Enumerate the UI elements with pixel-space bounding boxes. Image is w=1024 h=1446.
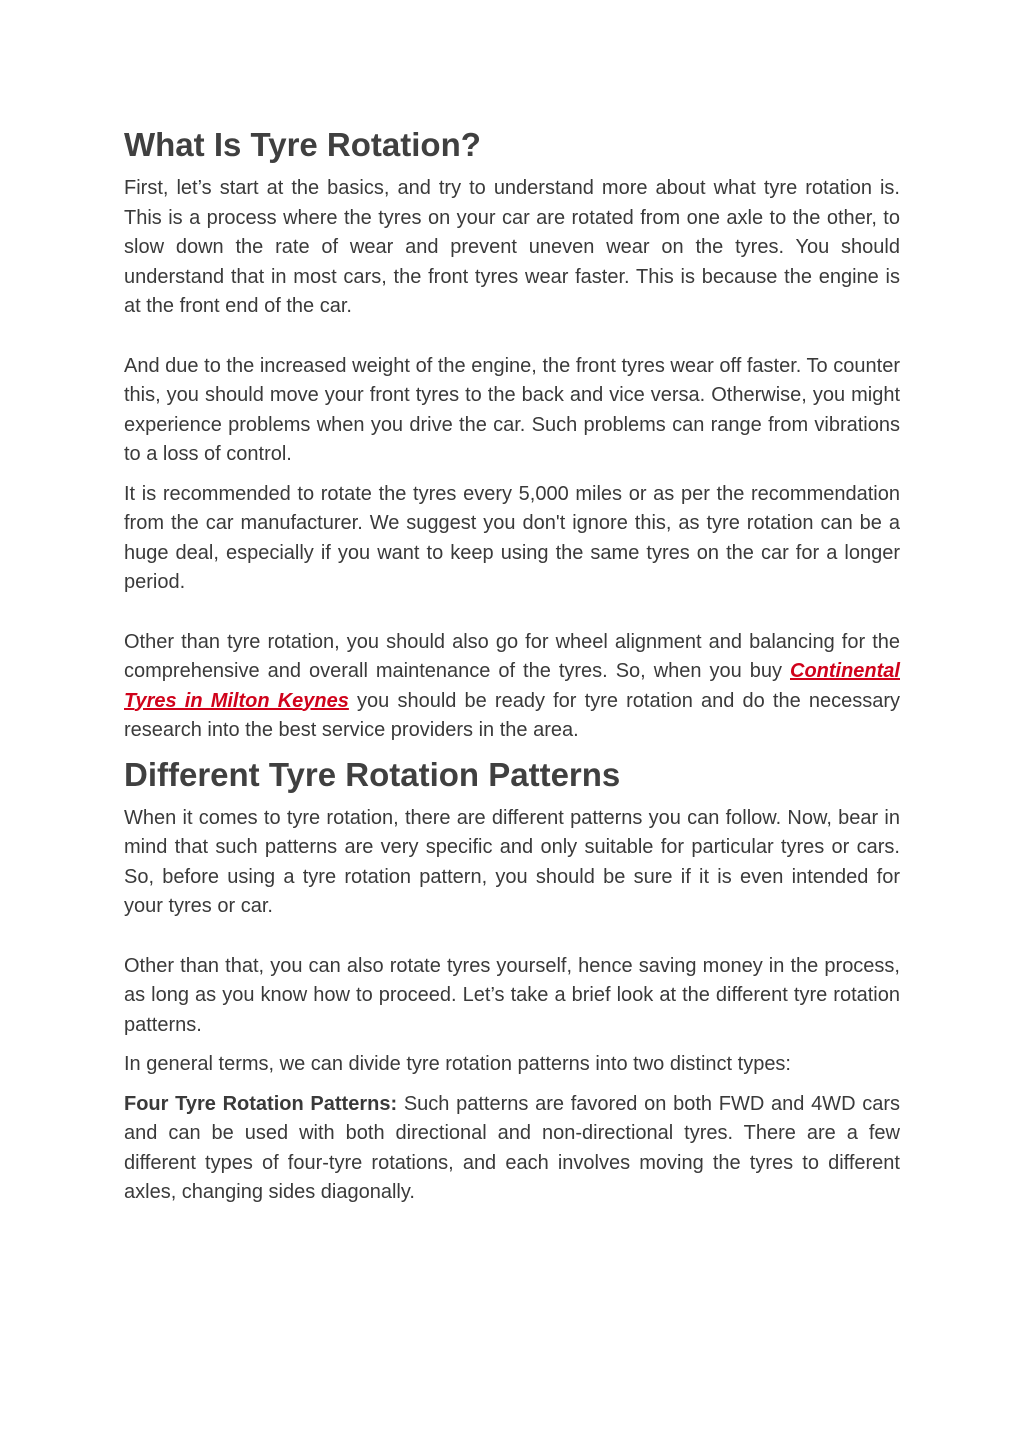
- heading-what-is-tyre-rotation: What Is Tyre Rotation?: [124, 126, 481, 163]
- document-page: [124, 120, 900, 1208]
- paragraph-alignment: [124, 628, 900, 746]
- paragraph-alignment-text-after: you should be ready for tyre rotation and do the necessary research into the best service providers in the area.: [124, 689, 900, 741]
- four-tyre-patterns-text: Such patterns are favored on both FWD and 4WD cars and can be used with both directional and non-directional tyres. There are a few different types of four-tyre rotations, and each involves moving the tyres to different axles, changing sides diagonally.: [124, 1092, 901, 1203]
- paragraph-two-types: In general terms, we can divide tyre rotation patterns into two distinct types:: [124, 1053, 791, 1075]
- paragraph-engine-weight: And due to the increased weight of the engine, the front tyres wear off faster. To counter this, you should move your front tyres to the back and vice versa. Otherwise, you might experience problems when you drive the car. Such problems can range from vibrations to a loss of control.: [124, 354, 900, 465]
- paragraph-patterns-intro: When it comes to tyre rotation, there are different patterns you can follow. Now, bear in mind that such patterns are very specific and only suitable for particular tyres or cars. So, before using a tyre rotation pattern, you should be sure if it is even intended for your tyres or car.: [124, 806, 900, 917]
- paragraph-alignment-text-before: Other than tyre rotation, you should also go for wheel alignment and balancing for the comprehensive and overall maintenance of the tyres. So, when you buy: [124, 630, 900, 682]
- continental-tyres-link[interactable]: Continental Tyres in Milton Keynes: [124, 660, 900, 712]
- paragraph-recommendation: It is recommended to rotate the tyres every 5,000 miles or as per the recommendation from the car manufacturer. We suggest you don't ignore this, as tyre rotation can be a huge deal, especially if you want to keep using the same tyres on the car for a longer period.: [124, 482, 900, 593]
- paragraph-basics: First, let’s start at the basics, and try to understand more about what tyre rotation is. This is a process where the tyres on your car are rotated from one axle to the other, to slow down the rate of wear and prevent uneven wear on the tyres. You should understand that in most cars, the front tyres wear faster. This is because the engine is at the front end of the car.: [124, 177, 900, 317]
- heading-different-patterns: Different Tyre Rotation Patterns: [124, 755, 621, 793]
- paragraph-rotate-yourself: Other than that, you can also rotate tyres yourself, hence saving money in the process, as long as you know how to proceed. Let’s take a brief look at the different tyre rotation patterns.: [124, 954, 900, 1036]
- paragraph-four-tyre-patterns: [124, 1090, 900, 1208]
- four-tyre-patterns-label: Four Tyre Rotation Patterns:: [124, 1092, 398, 1115]
